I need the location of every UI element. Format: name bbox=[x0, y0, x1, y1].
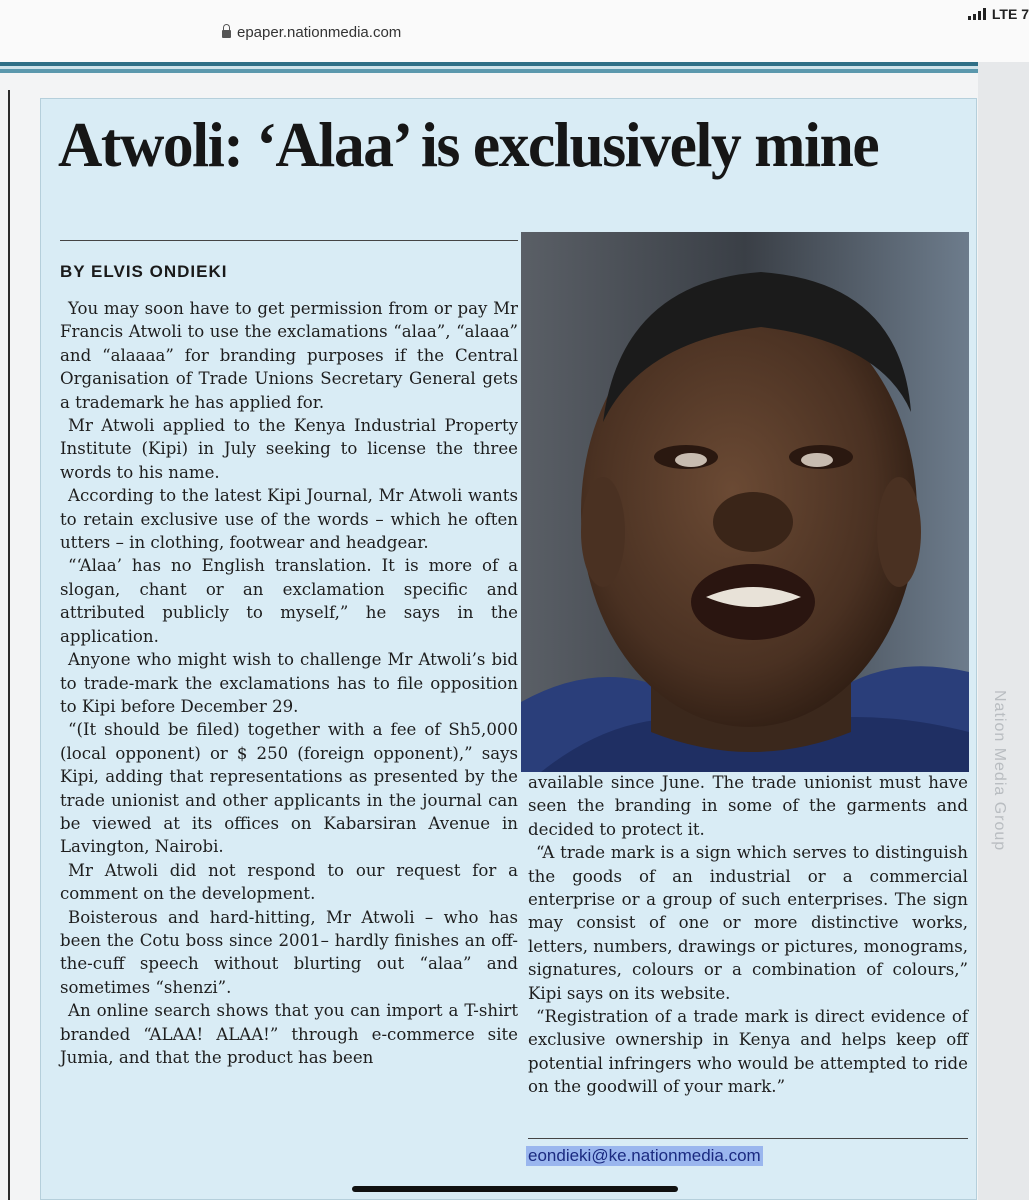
byline: BY ELVIS ONDIEKI bbox=[60, 262, 228, 281]
byline-rule bbox=[60, 240, 518, 241]
article-column-left bbox=[60, 297, 518, 1069]
page-rule bbox=[8, 90, 10, 1200]
paragraph: Anyone who might wish to challenge Mr Atwoli’s bid to trade-mark the exclamations has to file opposition to Kipi before December 29. bbox=[60, 650, 518, 716]
paragraph: You may soon have to get permission from or pay Mr Francis Atwoli to use the exclamations “alaa”, “alaaa” and “alaaaa” for branding purposes if the Central Organisation of Trade Unions Secretary General gets a trademark he has applied for. bbox=[60, 299, 518, 412]
portrait-photo bbox=[521, 232, 969, 772]
headline: Atwoli: ‘Alaa’ is exclusively mine bbox=[58, 109, 879, 180]
watermark: Nation Media Group bbox=[991, 690, 1008, 852]
footer-rule bbox=[528, 1138, 968, 1139]
author-email[interactable]: eondieki@ke.nationmedia.com bbox=[528, 1146, 761, 1165]
paragraph: According to the latest Kipi Journal, Mr Atwoli wants to retain exclusive use of the words – which he often utters – in clothing, footwear and headgear. bbox=[60, 486, 518, 553]
paragraph: Mr Atwoli applied to the Kenya Industrial Property Institute (Kipi) in July seeking to license the three words to his name. bbox=[60, 416, 518, 482]
paragraph: “(It should be filed) together with a fee of Sh5,000 (local opponent) or $ 250 (foreign opponent),” says Kipi, adding that representations as presented by the trade unionist and other applicants in the journal can be viewed at its offices on Kabarsiran Avenue in Lavington, Nairobi. bbox=[60, 720, 518, 857]
lock-icon bbox=[222, 30, 231, 38]
page-margin bbox=[978, 62, 1029, 1200]
browser-top-bar bbox=[0, 0, 1029, 62]
paragraph: Mr Atwoli did not respond to our request for a comment on the development. bbox=[60, 860, 518, 904]
paragraph: “A trade mark is a sign which serves to distinguish the goods of an industrial or a commercial enterprise or a group of such enterprises. The sign may consist of one or more distinctive works, letters, numbers, drawings or pictures, monograms, signatures, colours or a combination of colours,” Kipi says on its website. bbox=[528, 843, 968, 1003]
paragraph: “‘Alaa’ has no English translation. It is more of a slogan, chant or an exclamation specific and attributed publicly to myself,” he says in the application. bbox=[60, 556, 518, 646]
network-label: LTE 7 bbox=[991, 6, 1029, 22]
signal-icon bbox=[968, 8, 986, 20]
status-bar bbox=[968, 6, 1029, 22]
masthead-stripe bbox=[0, 69, 978, 73]
paragraph: “Registration of a trade mark is direct evidence of exclusive ownership in Kenya and helps keep off potential infringers who would be attempted to ride on the goodwill of your mark.” bbox=[528, 1007, 968, 1097]
article-column-right bbox=[528, 771, 968, 1099]
url-text: epaper.nationmedia.com bbox=[237, 23, 402, 41]
address-bar[interactable] bbox=[222, 22, 401, 42]
paragraph: available since June. The trade unionist must have seen the branding in some of the garments and decided to protect it. bbox=[528, 773, 968, 839]
paragraph: Boisterous and hard-hitting, Mr Atwoli – who has been the Cotu boss since 2001– hardly finishes an off-the-cuff speech without blurting out “alaa” and sometimes “shenzi”. bbox=[60, 907, 518, 997]
home-indicator[interactable] bbox=[352, 1186, 678, 1192]
paragraph: An online search shows that you can import a T-shirt branded “ALAA! ALAA!” through e-commerce site Jumia, and that the product has been bbox=[60, 1001, 518, 1067]
